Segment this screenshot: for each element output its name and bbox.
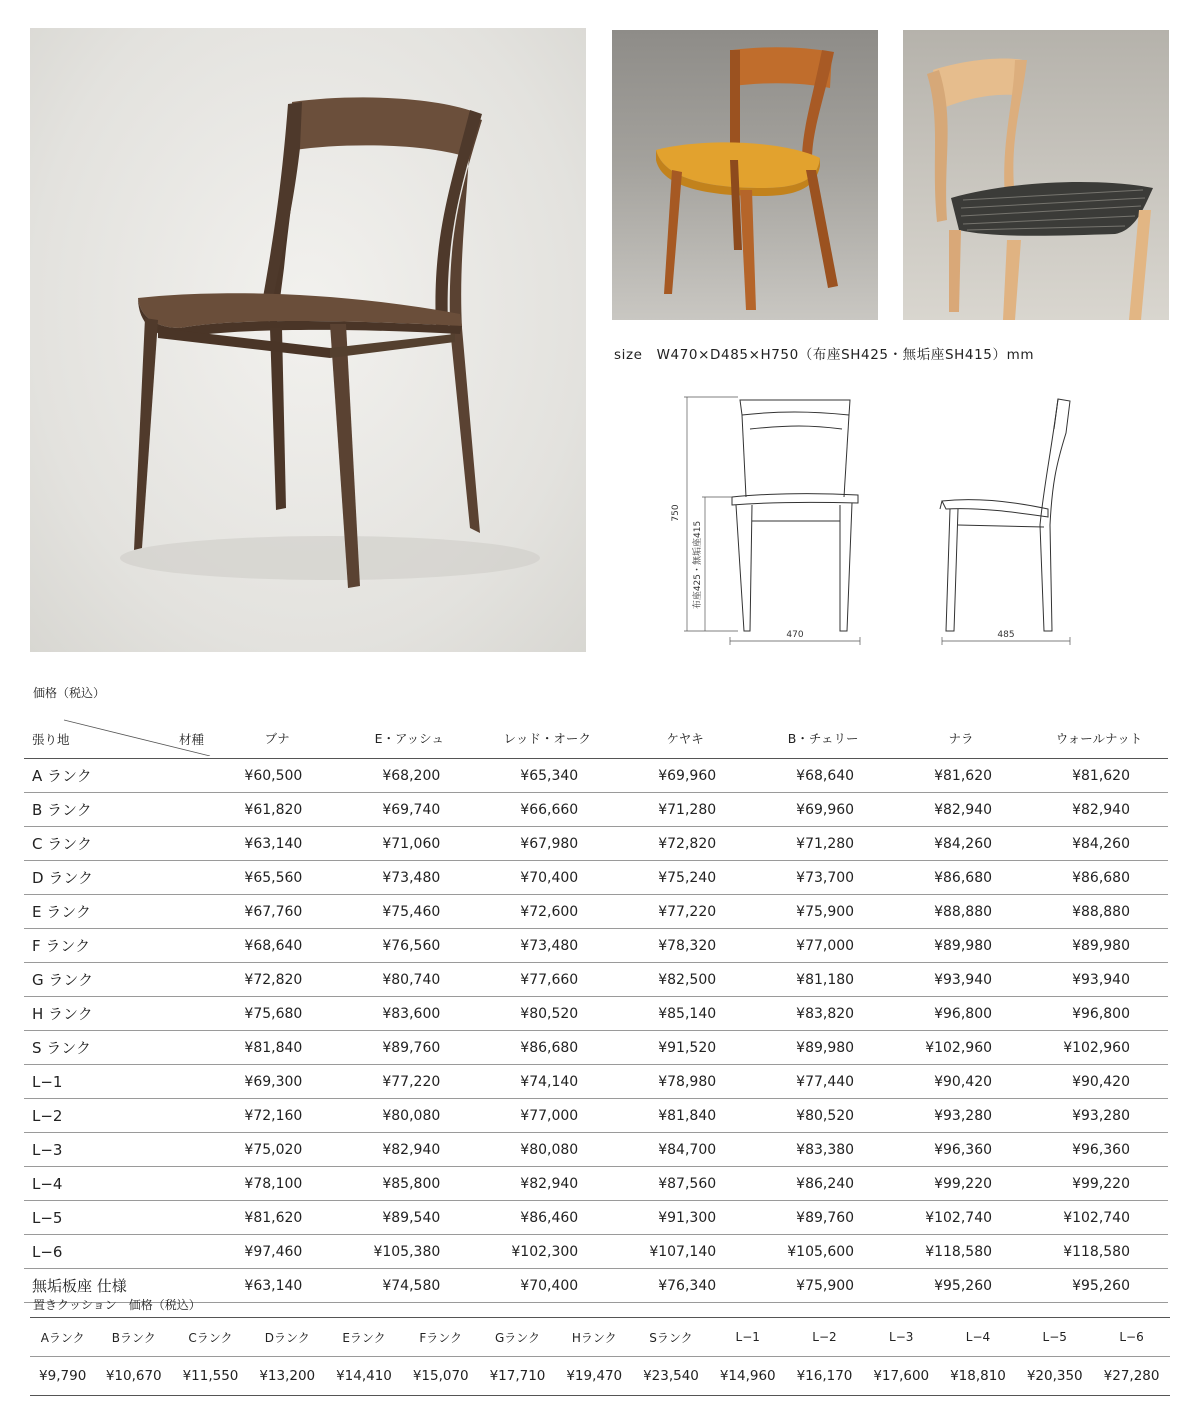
price-cell: ¥90,420 — [1030, 1065, 1168, 1099]
price-cell: ¥82,940 — [478, 1167, 616, 1201]
walnut-chair-illustration — [30, 28, 586, 652]
price-cell: ¥96,800 — [1030, 997, 1168, 1031]
price-cell: ¥63,140 — [214, 1269, 340, 1303]
width-dimension-label: 470 — [786, 630, 804, 640]
price-cell: ¥99,220 — [1030, 1167, 1168, 1201]
price-cell: ¥77,000 — [478, 1099, 616, 1133]
price-cell: ¥96,360 — [892, 1133, 1030, 1167]
price-cell: ¥96,800 — [892, 997, 1030, 1031]
price-cell: ¥65,560 — [214, 861, 340, 895]
cushion-rank-header: Aランク — [30, 1318, 95, 1357]
price-cell: ¥70,400 — [478, 861, 616, 895]
price-cell: ¥82,940 — [892, 793, 1030, 827]
natural-chair-illustration — [903, 30, 1169, 320]
orange-seat-chair-photo — [612, 30, 878, 320]
fabric-rank-label: L−2 — [24, 1099, 214, 1133]
table-row — [24, 827, 1168, 861]
cushion-rank-header: L−2 — [786, 1318, 863, 1357]
table-row — [24, 1065, 1168, 1099]
cushion-price-cell: ¥20,350 — [1016, 1357, 1093, 1396]
price-cell: ¥81,840 — [616, 1099, 754, 1133]
cushion-price-cell: ¥11,550 — [172, 1357, 249, 1396]
fabric-rank-label: F ランク — [24, 929, 214, 963]
price-cell: ¥84,700 — [616, 1133, 754, 1167]
wood-column-header: ケヤキ — [616, 718, 754, 759]
price-cell: ¥95,260 — [1030, 1269, 1168, 1303]
price-cell: ¥97,460 — [214, 1235, 340, 1269]
price-cell: ¥80,520 — [754, 1099, 892, 1133]
cushion-header-row — [30, 1318, 1170, 1357]
fabric-rank-label: G ランク — [24, 963, 214, 997]
cushion-price-cell: ¥19,470 — [556, 1357, 633, 1396]
price-cell: ¥74,580 — [340, 1269, 478, 1303]
price-cell: ¥67,760 — [214, 895, 340, 929]
price-cell: ¥93,940 — [892, 963, 1030, 997]
price-cell: ¥102,740 — [892, 1201, 1030, 1235]
table-row — [24, 1201, 1168, 1235]
wood-column-header: ウォールナット — [1030, 718, 1168, 759]
price-cell: ¥84,260 — [1030, 827, 1168, 861]
table-row — [24, 997, 1168, 1031]
price-cell: ¥71,280 — [616, 793, 754, 827]
price-cell: ¥77,220 — [616, 895, 754, 929]
price-cell: ¥75,020 — [214, 1133, 340, 1167]
price-cell: ¥86,680 — [892, 861, 1030, 895]
price-cell: ¥70,400 — [478, 1269, 616, 1303]
fabric-rank-label: L−5 — [24, 1201, 214, 1235]
seat-height-dimension-label: 布座425・無垢座415 — [693, 520, 703, 610]
table-row — [24, 1235, 1168, 1269]
price-cell: ¥105,380 — [340, 1235, 478, 1269]
price-cell: ¥63,140 — [214, 827, 340, 861]
cherry-chair-illustration — [612, 30, 878, 320]
cushion-rank-header: L−1 — [709, 1318, 786, 1357]
price-cell: ¥118,580 — [1030, 1235, 1168, 1269]
price-cell: ¥78,320 — [616, 929, 754, 963]
table-row — [24, 1133, 1168, 1167]
cushion-price-cell: ¥14,410 — [326, 1357, 403, 1396]
cushion-rank-header: L−4 — [940, 1318, 1017, 1357]
wood-column-header: ナラ — [892, 718, 1030, 759]
price-cell: ¥75,900 — [754, 1269, 892, 1303]
fabric-rank-label: C ランク — [24, 827, 214, 861]
size-text: W470×D485×H750（布座SH425・無垢座SH415）mm — [656, 347, 1035, 363]
price-cell: ¥81,620 — [892, 759, 1030, 793]
cushion-price-table — [30, 1317, 1170, 1396]
price-cell: ¥77,660 — [478, 963, 616, 997]
price-cell: ¥75,900 — [754, 895, 892, 929]
price-cell: ¥80,740 — [340, 963, 478, 997]
price-cell: ¥90,420 — [892, 1065, 1030, 1099]
price-cell: ¥89,980 — [892, 929, 1030, 963]
cushion-values-row — [30, 1357, 1170, 1396]
table-row — [24, 1031, 1168, 1065]
price-cell: ¥89,540 — [340, 1201, 478, 1235]
fabric-rank-label: L−4 — [24, 1167, 214, 1201]
price-cell: ¥93,280 — [892, 1099, 1030, 1133]
price-cell: ¥69,740 — [340, 793, 478, 827]
wood-column-header: ブナ — [214, 718, 340, 759]
cushion-rank-header: Gランク — [479, 1318, 556, 1357]
price-cell: ¥77,220 — [340, 1065, 478, 1099]
price-cell: ¥107,140 — [616, 1235, 754, 1269]
patterned-seat-chair-photo — [903, 30, 1169, 320]
price-cell: ¥99,220 — [892, 1167, 1030, 1201]
price-cell: ¥76,340 — [616, 1269, 754, 1303]
cushion-rank-header: Cランク — [172, 1318, 249, 1357]
price-cell: ¥81,620 — [1030, 759, 1168, 793]
cushion-rank-header: Bランク — [95, 1318, 172, 1357]
height-dimension-label: 750 — [671, 504, 681, 522]
price-cell: ¥84,260 — [892, 827, 1030, 861]
price-cell: ¥77,000 — [754, 929, 892, 963]
price-cell: ¥73,480 — [478, 929, 616, 963]
price-table-header-row — [24, 718, 1168, 759]
dimension-drawing — [660, 385, 1100, 655]
price-cell: ¥91,520 — [616, 1031, 754, 1065]
price-cell: ¥73,700 — [754, 861, 892, 895]
price-cell: ¥88,880 — [1030, 895, 1168, 929]
fabric-rank-label: D ランク — [24, 861, 214, 895]
fabric-rank-label: L−1 — [24, 1065, 214, 1099]
table-row — [24, 759, 1168, 793]
price-cell: ¥78,100 — [214, 1167, 340, 1201]
price-cell: ¥102,960 — [1030, 1031, 1168, 1065]
cushion-price-cell: ¥13,200 — [249, 1357, 326, 1396]
cushion-rank-header: Dランク — [249, 1318, 326, 1357]
price-cell: ¥73,480 — [340, 861, 478, 895]
table-row — [24, 1167, 1168, 1201]
fabric-rank-label: B ランク — [24, 793, 214, 827]
fabric-rank-label: L−6 — [24, 1235, 214, 1269]
wood-column-header: B・チェリー — [754, 718, 892, 759]
price-cell: ¥82,940 — [340, 1133, 478, 1167]
cushion-rank-header: Hランク — [556, 1318, 633, 1357]
price-cell: ¥105,600 — [754, 1235, 892, 1269]
price-cell: ¥67,980 — [478, 827, 616, 861]
price-cell: ¥76,560 — [340, 929, 478, 963]
price-cell: ¥66,660 — [478, 793, 616, 827]
cushion-price-cell: ¥23,540 — [633, 1357, 710, 1396]
depth-dimension-label: 485 — [997, 630, 1015, 640]
fabric-rank-label: E ランク — [24, 895, 214, 929]
wood-column-header: E・アッシュ — [340, 718, 478, 759]
price-cell: ¥88,880 — [892, 895, 1030, 929]
price-cell: ¥69,300 — [214, 1065, 340, 1099]
price-cell: ¥74,140 — [478, 1065, 616, 1099]
wood-column-header: レッド・オーク — [478, 718, 616, 759]
cushion-price-cell: ¥14,960 — [709, 1357, 786, 1396]
cushion-price-cell: ¥17,600 — [863, 1357, 940, 1396]
cushion-section-title: 置きクッション 価格（税込） — [33, 1298, 201, 1312]
cushion-price-cell: ¥18,810 — [940, 1357, 1017, 1396]
price-cell: ¥102,960 — [892, 1031, 1030, 1065]
price-cell: ¥102,740 — [1030, 1201, 1168, 1235]
size-spec — [614, 343, 1034, 363]
price-cell: ¥72,820 — [616, 827, 754, 861]
price-table — [24, 718, 1168, 1303]
price-cell: ¥83,380 — [754, 1133, 892, 1167]
table-row — [24, 1099, 1168, 1133]
main-chair-photo — [30, 28, 586, 652]
price-cell: ¥86,680 — [1030, 861, 1168, 895]
fabric-rank-label: A ランク — [24, 759, 214, 793]
price-cell: ¥81,840 — [214, 1031, 340, 1065]
price-table-corner-cell — [24, 718, 214, 759]
cushion-rank-header: Sランク — [633, 1318, 710, 1357]
price-cell: ¥68,200 — [340, 759, 478, 793]
price-cell: ¥86,680 — [478, 1031, 616, 1065]
price-cell: ¥65,340 — [478, 759, 616, 793]
table-row — [24, 895, 1168, 929]
wood-axis-label: 材種 — [179, 732, 205, 747]
cushion-rank-header: L−5 — [1016, 1318, 1093, 1357]
price-cell: ¥87,560 — [616, 1167, 754, 1201]
price-cell: ¥83,600 — [340, 997, 478, 1031]
price-cell: ¥72,600 — [478, 895, 616, 929]
price-cell: ¥93,940 — [1030, 963, 1168, 997]
size-label: size — [614, 347, 643, 363]
price-cell: ¥72,820 — [214, 963, 340, 997]
price-cell: ¥89,980 — [1030, 929, 1168, 963]
price-cell: ¥91,300 — [616, 1201, 754, 1235]
chair-elevation-drawing — [660, 385, 1100, 655]
price-cell: ¥71,060 — [340, 827, 478, 861]
price-section-title: 価格（税込） — [33, 686, 106, 700]
price-cell: ¥61,820 — [214, 793, 340, 827]
cushion-price-cell: ¥17,710 — [479, 1357, 556, 1396]
price-cell: ¥75,680 — [214, 997, 340, 1031]
price-cell: ¥81,180 — [754, 963, 892, 997]
fabric-axis-label: 張り地 — [32, 732, 70, 747]
cushion-rank-header: L−6 — [1093, 1318, 1170, 1357]
price-cell: ¥81,620 — [214, 1201, 340, 1235]
price-cell: ¥75,460 — [340, 895, 478, 929]
price-cell: ¥78,980 — [616, 1065, 754, 1099]
price-cell: ¥96,360 — [1030, 1133, 1168, 1167]
price-cell: ¥89,760 — [340, 1031, 478, 1065]
cushion-rank-header: L−3 — [863, 1318, 940, 1357]
price-cell: ¥60,500 — [214, 759, 340, 793]
price-cell: ¥95,260 — [892, 1269, 1030, 1303]
price-cell: ¥77,440 — [754, 1065, 892, 1099]
price-cell: ¥85,800 — [340, 1167, 478, 1201]
price-cell: ¥80,080 — [478, 1133, 616, 1167]
price-cell: ¥71,280 — [754, 827, 892, 861]
price-cell: ¥75,240 — [616, 861, 754, 895]
price-cell: ¥89,980 — [754, 1031, 892, 1065]
cushion-price-cell: ¥9,790 — [30, 1357, 95, 1396]
price-cell: ¥68,640 — [754, 759, 892, 793]
table-row — [24, 793, 1168, 827]
fabric-rank-label: 無垢板座 仕様 — [24, 1269, 214, 1303]
price-cell: ¥80,520 — [478, 997, 616, 1031]
price-cell: ¥80,080 — [340, 1099, 478, 1133]
price-cell: ¥86,460 — [478, 1201, 616, 1235]
fabric-rank-label: H ランク — [24, 997, 214, 1031]
cushion-rank-header: Eランク — [326, 1318, 403, 1357]
fabric-rank-label: L−3 — [24, 1133, 214, 1167]
cushion-price-cell: ¥10,670 — [95, 1357, 172, 1396]
table-row — [24, 963, 1168, 997]
price-cell: ¥93,280 — [1030, 1099, 1168, 1133]
price-cell: ¥82,940 — [1030, 793, 1168, 827]
price-cell: ¥72,160 — [214, 1099, 340, 1133]
fabric-rank-label: S ランク — [24, 1031, 214, 1065]
price-cell: ¥69,960 — [754, 793, 892, 827]
price-cell: ¥89,760 — [754, 1201, 892, 1235]
price-cell: ¥86,240 — [754, 1167, 892, 1201]
table-row — [24, 929, 1168, 963]
cushion-price-cell: ¥27,280 — [1093, 1357, 1170, 1396]
price-cell: ¥82,500 — [616, 963, 754, 997]
price-cell: ¥69,960 — [616, 759, 754, 793]
price-cell: ¥68,640 — [214, 929, 340, 963]
cushion-rank-header: Fランク — [402, 1318, 479, 1357]
price-cell: ¥118,580 — [892, 1235, 1030, 1269]
price-cell: ¥102,300 — [478, 1235, 616, 1269]
price-cell: ¥83,820 — [754, 997, 892, 1031]
cushion-price-cell: ¥15,070 — [402, 1357, 479, 1396]
price-table-body — [24, 759, 1168, 1303]
cushion-price-cell: ¥16,170 — [786, 1357, 863, 1396]
price-cell: ¥85,140 — [616, 997, 754, 1031]
table-row — [24, 861, 1168, 895]
